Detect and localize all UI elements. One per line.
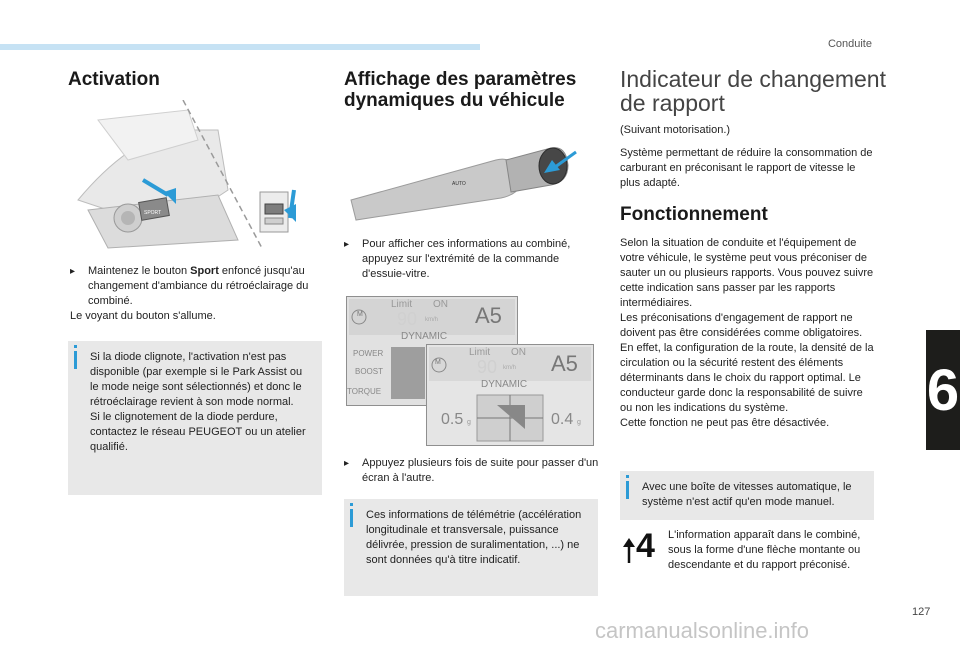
screen-torque-label: TORQUE bbox=[347, 387, 382, 396]
screen-on-back: ON bbox=[433, 299, 448, 310]
watermark: carmanualsonline.info bbox=[595, 618, 810, 643]
screen-g-unit-right: g bbox=[577, 419, 581, 426]
page-number: 127 bbox=[912, 606, 931, 618]
screen-power-label: POWER bbox=[353, 349, 384, 358]
chapter-number: 6 bbox=[926, 357, 960, 423]
affichage-info-box bbox=[344, 499, 598, 596]
screen-speed-back: 90 bbox=[397, 309, 418, 329]
top-accent-bar bbox=[0, 44, 480, 50]
dashboard-screen-front bbox=[426, 344, 594, 446]
activation-info-box bbox=[68, 341, 322, 495]
info-icon bbox=[626, 481, 629, 499]
info-icon bbox=[350, 509, 353, 527]
info-icon-dot bbox=[626, 475, 629, 478]
screen-mode-front: M bbox=[435, 359, 441, 366]
gear-indicator-digit: 4 bbox=[636, 527, 655, 565]
indicateur-description: Système permettant de réduire la consommation de carburant en préconisant le rapport de vitesse le plus adapté. bbox=[620, 147, 873, 189]
fonctionnement-info-text: Avec une boîte de vitesses automatique, le système n'est actif qu'en mode manuel. bbox=[642, 481, 852, 508]
sport-button-illustration bbox=[68, 100, 308, 250]
affichage-info-text: Ces informations de télémétrie (accélération longitudinale et transversale, puissance délivrée, pression de suralimentation, ...) ne sont données qu'à titre indicatif. bbox=[366, 509, 582, 566]
gear-shift-indicator-icon bbox=[622, 527, 662, 567]
activation-info-text: Si la diode clignote, l'activation n'est pas disponible (par exemple si le Park Assist ou le mode neige sont sélectionnés) et donc le rétroéclairage revient à son mode normal. bbox=[90, 351, 303, 408]
screen-limit-front: Limit bbox=[469, 347, 491, 358]
indicateur-subtitle: (Suivant motorisation.) bbox=[620, 124, 731, 136]
screen-dynamic-front: DYNAMIC bbox=[481, 379, 528, 390]
sport-button-label: SPORT bbox=[144, 210, 162, 216]
indicateur-title: Indicateur de changement de rapport bbox=[620, 66, 886, 116]
info-icon-dot bbox=[350, 503, 353, 506]
affichage-bullet-1: ▸ Pour afficher ces informations au combiné, appuyez sur l'extrémité de la commande d'essuie-vitre. bbox=[344, 238, 571, 280]
fonctionnement-paragraph-2: Les préconisations d'engagement de rapport ne doivent pas être considérées comme obligatoires. En effet, la configuration de la route, la densité de la circulation ou la sécurité restent des éléments déterminants dans le choix du rapport optimal. Le conducteur garde donc la responsabilité de suivre ou non les indications du système. bbox=[620, 312, 874, 414]
screen-on-front: ON bbox=[511, 347, 526, 358]
activation-title: Activation bbox=[68, 69, 160, 90]
fonctionnement-title: Fonctionnement bbox=[620, 204, 768, 225]
bullet-marker-icon: ▸ bbox=[70, 266, 76, 277]
screen-dynamic-back: DYNAMIC bbox=[401, 331, 448, 342]
bullet-marker-icon: ▸ bbox=[344, 239, 350, 250]
bullet-marker-icon: ▸ bbox=[344, 458, 350, 469]
info-icon-dot bbox=[74, 345, 77, 348]
screen-unit-front: km/h bbox=[503, 365, 517, 371]
fonctionnement-paragraph-1: Selon la situation de conduite et l'équipement de votre véhicule, le système peut vous préconiser de sauter un ou plusieurs rapports. Vous pouvez suivre cette indication sans passer par les rapports intermédiaires. bbox=[620, 237, 874, 309]
screen-gauge-bars bbox=[391, 347, 425, 399]
screen-gear-back: A5 bbox=[475, 303, 502, 328]
screen-speed-front: 90 bbox=[477, 357, 498, 377]
screen-g-right: 0.4 bbox=[551, 411, 574, 428]
chapter-tab bbox=[926, 330, 960, 450]
screen-unit-back: km/h bbox=[425, 317, 439, 323]
activation-bullet: ▸ Maintenez le bouton Sport enfoncé jusqu'au changement d'ambiance du rétroéclairage du combiné. bbox=[70, 265, 309, 307]
fonctionnement-paragraph-3: Cette fonction ne peut pas être désactivée. bbox=[620, 417, 830, 429]
screen-gear-front: A5 bbox=[551, 351, 578, 376]
stalk-auto-label: AUTO bbox=[452, 181, 466, 187]
screen-g-unit-left: g bbox=[467, 419, 471, 426]
activation-info-text-2: Si le clignotement de la diode perdure, contactez le réseau PEUGEOT ou un atelier qualifié. bbox=[90, 411, 306, 453]
fonctionnement-info-box bbox=[620, 471, 874, 520]
info-icon bbox=[74, 351, 77, 369]
chapter-title: Conduite bbox=[827, 38, 872, 50]
gear-indicator-description: L'information apparaît dans le combiné, sous la forme d'une flèche montante ou descendante et du rapport préconisé. bbox=[668, 529, 861, 571]
screen-mode-back: M bbox=[357, 311, 363, 318]
screen-limit-back: Limit bbox=[391, 299, 413, 310]
wiper-stalk-illustration bbox=[346, 130, 586, 225]
screen-g-left: 0.5 bbox=[441, 411, 464, 428]
activation-note: Le voyant du bouton s'allume. bbox=[70, 310, 216, 322]
screen-boost-label: BOOST bbox=[355, 367, 384, 376]
affichage-title: Affichage des paramètres dynamiques du véhicule bbox=[344, 69, 577, 111]
affichage-bullet-2: ▸ Appuyez plusieurs fois de suite pour passer d'un écran à l'autre. bbox=[344, 457, 599, 484]
